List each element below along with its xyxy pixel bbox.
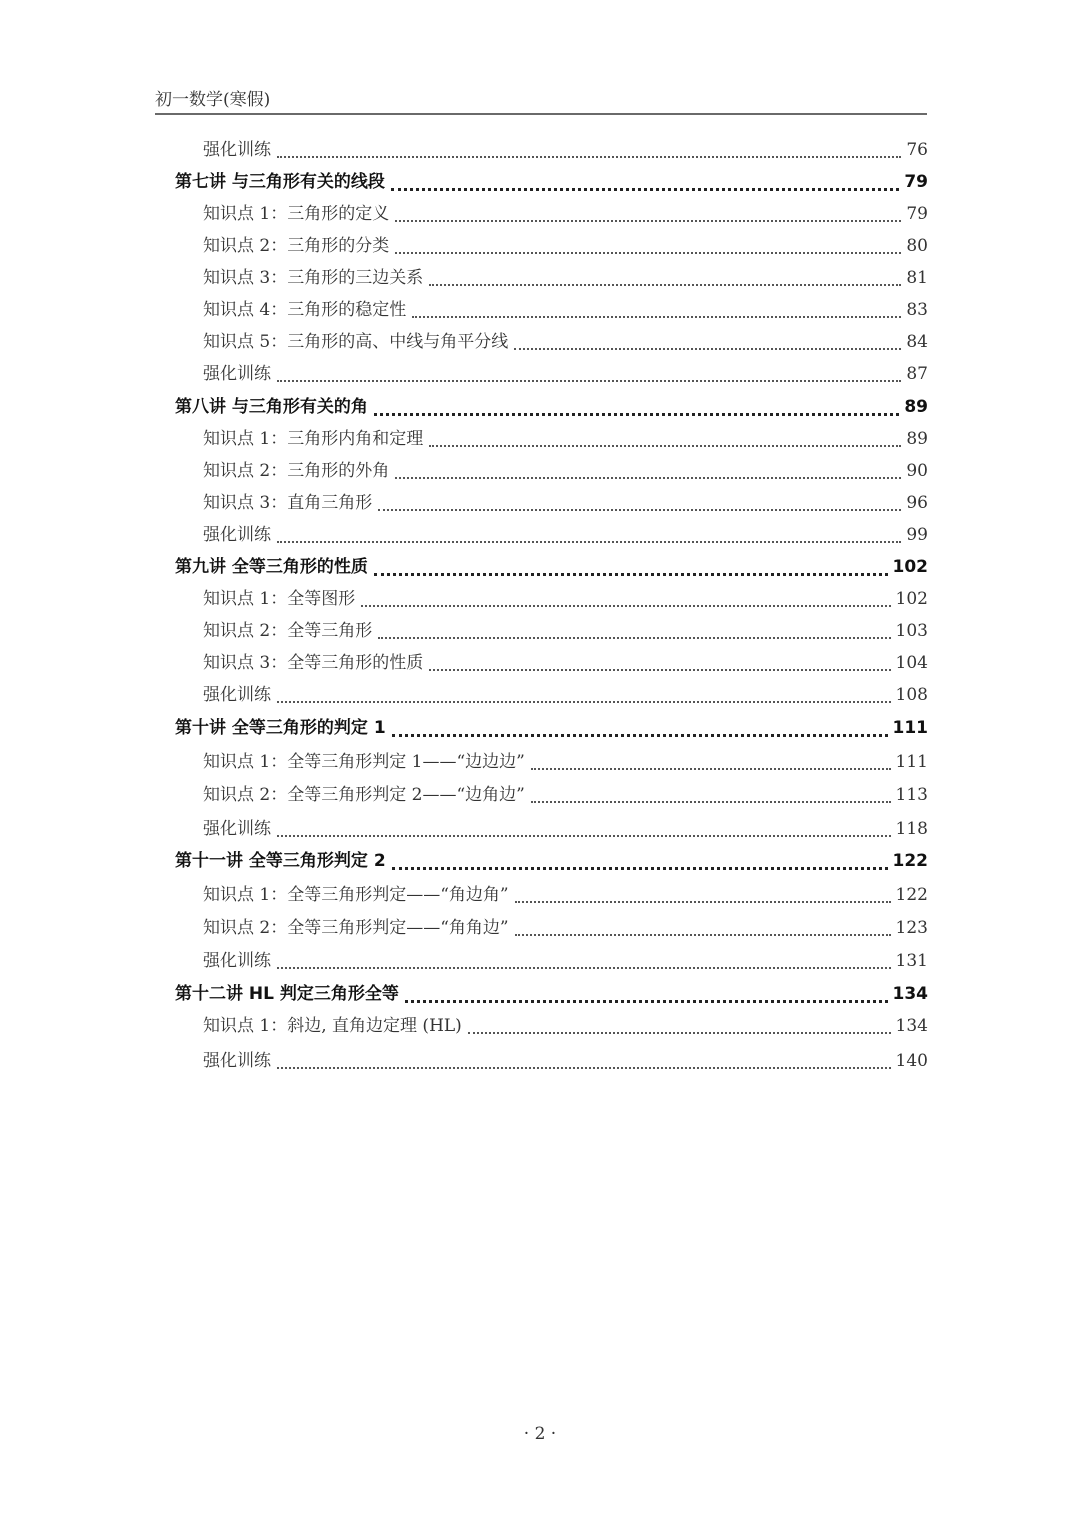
dot-leader [277,380,901,382]
toc-entry-row [203,295,928,325]
page-ref: 89 [906,429,928,449]
dot-leader [378,637,890,639]
entry-title: 知识点 1：三角形的定义 [203,204,390,224]
page-ref: 79 [904,172,928,192]
dot-leader [515,934,891,936]
entry-title: 强化训练 [203,1051,271,1071]
entry-title: 知识点 1：全等三角形判定——“角边角” [203,885,509,905]
entry-title: 知识点 2：全等三角形 [203,621,373,641]
chapter-title: 第七讲 与三角形有关的线段 [175,172,385,192]
chapter-title: 第十讲 全等三角形的判定 1 [175,718,386,738]
dot-leader [374,413,899,416]
toc-chapter-row [175,167,928,197]
page-ref: 80 [906,236,928,256]
toc-entry-row [203,199,928,229]
dot-leader [395,252,901,254]
toc-entry-row [203,1046,928,1076]
dot-leader [277,835,891,837]
page-ref: 79 [906,204,928,224]
dot-leader [374,573,888,576]
entry-title: 知识点 1：三角形内角和定理 [203,429,424,449]
chapter-title: 第十二讲 HL 判定三角形全等 [175,984,399,1004]
entry-title: 强化训练 [203,685,271,705]
page-ref: 103 [895,621,928,641]
page-ref: 99 [906,525,928,545]
entry-title: 知识点 2：三角形的外角 [203,461,390,481]
dot-leader [391,188,899,191]
toc-entry-row [203,747,928,777]
entry-title: 知识点 4：三角形的稳定性 [203,300,407,320]
toc-chapter-row [175,392,928,422]
toc-entry-row [203,680,928,710]
toc-entry-row [203,520,928,550]
dot-leader [395,220,901,222]
page-ref: 90 [906,461,928,481]
dot-leader [277,541,901,543]
toc-entry-row [203,616,928,646]
dot-leader [277,1067,891,1069]
page-ref: 89 [904,397,928,417]
entry-title: 知识点 1：全等图形 [203,589,356,609]
chapter-title: 第八讲 与三角形有关的角 [175,397,368,417]
page-ref: 140 [895,1051,928,1071]
chapter-title: 第十一讲 全等三角形判定 2 [175,851,386,871]
page-ref: 122 [895,885,928,905]
entry-title: 强化训练 [203,525,271,545]
page-ref: 76 [906,140,928,160]
entry-title: 强化训练 [203,364,271,384]
entry-title: 知识点 1：斜边, 直角边定理 (HL) [203,1016,462,1036]
dot-leader [412,316,901,318]
page-ref: 134 [895,1016,928,1036]
toc-entry-row [203,135,928,165]
toc-entry-row [203,263,928,293]
toc-entry-row [203,584,928,614]
dot-leader [392,734,888,737]
entry-title: 知识点 2：三角形的分类 [203,236,390,256]
toc-entry-row [203,946,928,976]
page-ref: 134 [892,984,928,1004]
page-ref: 104 [895,653,928,673]
dot-leader [277,967,891,969]
entry-title: 知识点 5：三角形的高、中线与角平分线 [203,332,509,352]
page-ref: 111 [892,718,928,738]
entry-title: 知识点 1：全等三角形判定 1——“边边边” [203,752,525,772]
page-header-title: 初一数学(寒假) [155,90,271,110]
toc-entry-row [203,456,928,486]
page-ref: 123 [895,918,928,938]
header-rule [155,113,927,115]
dot-leader [515,901,891,903]
page-ref: 118 [895,819,928,839]
entry-title: 知识点 3：直角三角形 [203,493,373,513]
dot-leader [277,701,891,703]
toc-entry-row [203,488,928,518]
toc-entry-row [203,359,928,389]
page-ref: 113 [895,785,928,805]
page-number: · 2 · [523,1424,557,1444]
page-ref: 81 [906,268,928,288]
dot-leader [277,156,901,158]
entry-title: 知识点 2：全等三角形判定——“角角边” [203,918,509,938]
toc-chapter-row [175,713,928,743]
entry-title: 知识点 3：全等三角形的性质 [203,653,424,673]
entry-title: 强化训练 [203,819,271,839]
toc-entry-row [203,880,928,910]
entry-title: 知识点 3：三角形的三边关系 [203,268,424,288]
toc-entry-row [203,327,928,357]
toc-entry-row [203,231,928,261]
dot-leader [429,284,901,286]
page-ref: 111 [895,752,928,772]
toc-entry-row [203,1011,928,1041]
dot-leader [468,1032,891,1034]
dot-leader [378,509,901,511]
toc-entry-row [203,648,928,678]
page-ref: 87 [906,364,928,384]
toc-chapter-row [175,979,928,1009]
dot-leader [405,1000,888,1003]
dot-leader [395,477,901,479]
entry-title: 强化训练 [203,951,271,971]
toc-chapter-row [175,552,928,582]
toc-entry-row [203,913,928,943]
dot-leader [392,867,888,870]
chapter-title: 第九讲 全等三角形的性质 [175,557,368,577]
toc-entry-row [203,780,928,810]
dot-leader [429,669,890,671]
entry-title: 知识点 2：全等三角形判定 2——“边角边” [203,785,525,805]
entry-title: 强化训练 [203,140,271,160]
page-ref: 102 [892,557,928,577]
dot-leader [429,445,901,447]
dot-leader [531,801,891,803]
toc-chapter-row [175,846,928,876]
toc-entry-row [203,814,928,844]
dot-leader [361,605,890,607]
dot-leader [514,348,901,350]
page-ref: 84 [906,332,928,352]
toc-entry-row [203,424,928,454]
page-ref: 131 [895,951,928,971]
dot-leader [531,768,891,770]
page-ref: 96 [906,493,928,513]
page-ref: 83 [906,300,928,320]
page-ref: 122 [892,851,928,871]
page-ref: 108 [895,685,928,705]
page-ref: 102 [895,589,928,609]
